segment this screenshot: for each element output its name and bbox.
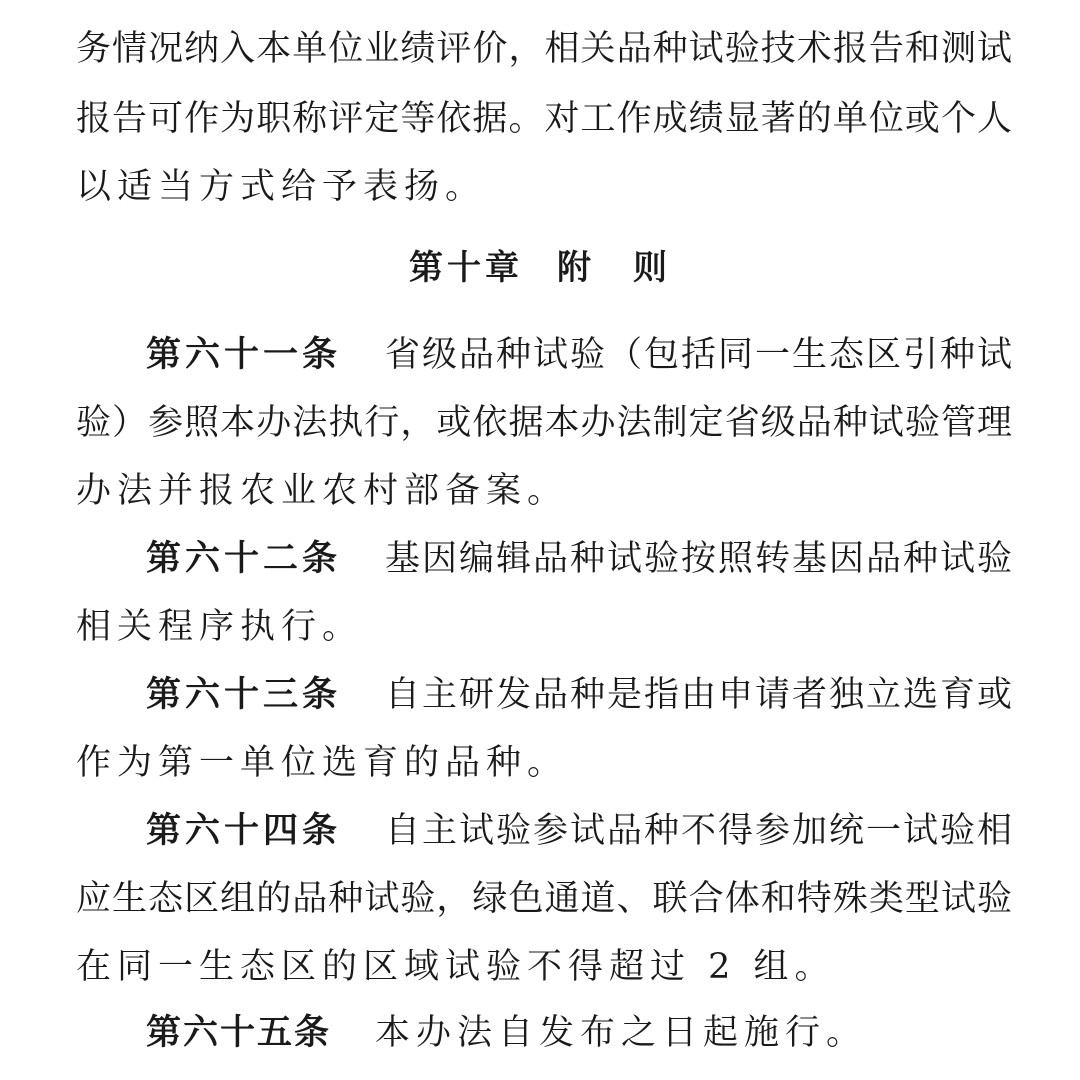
article-text: 自主研发品种是指由申请者独立选育或 [385,675,1012,715]
article-label: 第六十四条 [146,811,341,851]
chapter-title: 附 则 [557,248,671,288]
article-first-line [146,330,1012,380]
article-label: 第六十三条 [146,675,341,715]
paragraph-line: 相关程序执行。 [76,607,364,647]
article-first-line [146,670,1012,720]
article-label: 第六十五条 [146,1013,332,1053]
article-label: 第六十一条 [146,335,341,375]
article-first-line [146,806,1012,856]
paragraph-line: 应生态区组的品种试验，绿色通道、联合体和特殊类型试验 [76,879,1012,919]
paragraph-line: 以适当方式给予表扬。 [76,167,487,207]
paragraph-line: 在同一生态区的区域试验不得超过 2 组。 [76,947,836,987]
paragraph-line: 验）参照本办法执行，或依据本办法制定省级品种试验管理 [76,403,1012,443]
chapter-number: 第十章 [409,248,523,288]
article-text: 基因编辑品种试验按照转基因品种试验 [385,539,1012,579]
paragraph-line: 报告可作为职称评定等依据。对工作成绩显著的单位或个人 [76,99,1012,139]
paragraph-line: 务情况纳入本单位业绩评价，相关品种试验技术报告和测试 [76,29,1012,69]
article-text: 省级品种试验（包括同一生态区引种试 [385,335,1012,375]
paragraph-line: 作为第一单位选育的品种。 [76,743,569,783]
article-first-line [146,1008,1012,1058]
paragraph-line: 办法并报农业农村部备案。 [76,471,569,511]
chapter-heading [0,243,1080,293]
article-first-line [146,534,1012,584]
article-text: 本办法自发布之日起施行。 [375,1013,868,1053]
article-label: 第六十二条 [146,539,341,579]
article-text: 自主试验参试品种不得参加统一试验相 [385,811,1012,851]
